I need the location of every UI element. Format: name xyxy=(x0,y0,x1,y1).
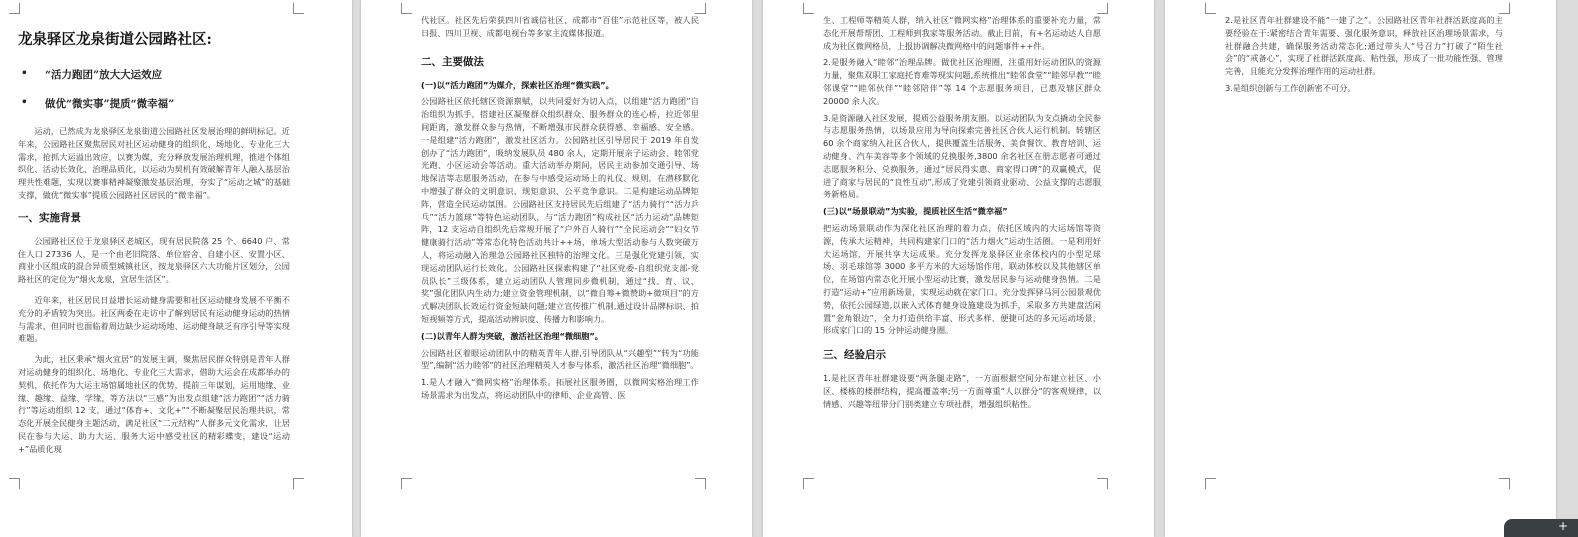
paragraph: 1.是人才融入“微网实格”治理体系。拓展社区服务圈，以微网实格治理工作场景需求为出发点，将运动团队中的律师、企业高管、医 xyxy=(421,377,699,400)
paragraph: 把运动场景联动作为深化社区治理的着力点，依托区域内的大运场馆等资源，传承大运精神，共同构建家门口的“活力烟火”运动生活圈。一是利用好大运场馆，开展共享大运成果。充分发挥龙泉驿区业余体校内的小型足球场、羽毛球馆等 3000 多平方米的大运场馆作用，联动体校以及其他辖区单位，在场馆内常态化开展小型运动比赛，激发居民参与运动健身热情。二是打造“运动+”应用新场景，实现运动就在家门口。充分发挥驿马河公园景观优势，依托公园绿道,以嵌入式体育健身设施建设为抓手，采取多方共建盘活闲置“金角银边”，全力打造供给丰富、形式多样、便捷可达的多元运动场景，形成家门口的 15 分钟运动健身圈。 xyxy=(823,222,1101,336)
document-page-3 xyxy=(763,0,1154,537)
sub-heading: (三)以“场景联动”为实验，提质社区生活“微幸福” xyxy=(823,206,1008,217)
page-content[interactable] xyxy=(823,14,1101,415)
crop-mark xyxy=(401,478,412,489)
crop-mark xyxy=(695,3,706,14)
crop-mark xyxy=(803,478,814,489)
paragraph: 公园路社区依托辖区资源禀赋，以共同爱好为切入点，以组建“活力跑团”自治组织为抓手，搭建社区凝聚群众组织群众、服务群众的连心桥，拉近邻里间距离，激发群众参与热情，不断增强市民群众获得感、幸福感、安全感。一是组建“活力跑团”，激发社区活力。公园路社区引导居民于 2019 年自发创办了“活力跑团”，吸纳发展队员 480 余人，定期开展亲子运动会、睦邻党光跑、小区运动会等活动。重大活动举办期间，居民主动参加交通引导、场地保洁等志愿服务活动，在参与中感受运动场上的礼仪、规则，在潜移默化中增强了群众的文明意识、规矩意识、公平竞争意识。二是构建运动品牌矩阵，营造全民运动氛围。公园路社区支持居民先后组建了“活力骑行”“活力乒乓”“活力篮球”等特色运动团队，与“活力跑团”构成社区“活力运动”品牌矩阵，12 支运动自组织先后常规开展了“户外百人骑行”“全民运动会”“妇女节健康骑行活动”等常态化特色活动共计++场，单场大型活动参与人数突破万人，将运动融入治理急公园路社区独特的治理文化。三是强化党建引领，实现运动团队运行长效化。公园路社区探索构建了“社区党委-自组织党支部-党员队长”三级体系，建立运动团队人管理同步微机制，通过“找、育、议、奖”强化团队内生动力;建立资金管理机制，以“微自筹+微赞助+微项目”的方式解决团队长效运行资金短缺问题;建立宣传推广机制,通过设计品牌标识、拍短视频等方式，提高活动辨识度、传播力和影响力。 xyxy=(421,96,699,324)
paragraph: 生、工程师等精英人群，纳入社区“微网实格”治理体系的重要补充力量，常态化开展帮帮团、工程师到我家等服务活动。截止目前，有+名运动达人自愿成为社区微网格员，上报协调解决微网格中的问题事件++件。 xyxy=(823,15,1101,51)
crop-mark xyxy=(9,3,20,14)
page-content[interactable] xyxy=(18,28,290,464)
bullet-item: • “活力跑团”放大大运效应 xyxy=(21,67,163,81)
crop-mark xyxy=(695,478,706,489)
floating-toolbar-button[interactable] xyxy=(1504,519,1578,537)
paragraph: 运动，已然成为龙泉驿区龙泉街道公园路社区发展治理的鲜明标记。近年来，公园路社区聚焦居民对社区运动健身的组织化、场地化、专业化三大需求，抢抓大运溢出效应，以赛为媒，充分释放发展治理机理，推进个体组织化、活动长效化、治理品质化，以运动为契机有效破解青年人融入基层治理共性难题，实现以赛事精神凝聚激发基层治理，夯实了“运动之城”的基础支撑，做优“微实事”提质公园路社区居民的“微幸福”。 xyxy=(18,126,290,200)
crop-mark xyxy=(803,3,814,14)
paragraph: 公园路社区着眼运动团队中的精英青年人群,引导团队从“兴趣型”“转为“功能型”,编制“活力睦邻”的社区治理精英人才参与体系，激活社区治理“微细胞”。 xyxy=(421,347,699,371)
crop-mark xyxy=(293,478,304,489)
page-content[interactable] xyxy=(421,14,699,406)
document-page-2 xyxy=(361,0,752,537)
paragraph: 近年来，社区居民日益增长运动健身需要和社区运动健身发展不平衡不充分的矛盾较为突出。社区两委在走访中了解到居民有运动健身运动的热情与需求，但同时也面临着周边缺少运动场地、运动健身缺乏有序引导等实现难题。 xyxy=(18,294,290,344)
crop-mark xyxy=(1499,478,1510,489)
crop-mark xyxy=(401,3,412,14)
section-heading: 三、经验启示 xyxy=(823,349,886,362)
sub-heading: (二)以青年人群为突破，激活社区治理“微细胞”。 xyxy=(421,330,603,341)
paragraph: 为此，社区秉承“烟火宜居”的发展主调，聚焦居民群众特别是青年人群对运动健身的组织化、场地化、专业化三大需求，借助大运会在成都举办的契机，依托作为大运主场馆属地社区的优势，提前三年谋划，运用地缘、业缘、趣缘、益缘、学缘，等方法以“三感”为出发点组建“活力跑团”“活力骑行”等运动组织 12 支，通过“体育+、文化+”“不断凝聚居民治理共识，常态化开展全民健身主题活动，满足社区“二元结构”人群多元文化需求，让居民在参与大运、助力大运、服务大运中感受社区的精彩蝶变，建设“运动+”品质化现 xyxy=(18,354,290,454)
paragraph: 3.是组织创新与工作创新密不可分。 xyxy=(1225,82,1356,93)
section-heading: 二、主要做法 xyxy=(421,55,484,68)
paragraph: 公园路社区位于龙泉驿区老城区，现有居民院落 25 个、6640 户、常住人口 27336 人，是一个由老旧院落、单位宿舍、自建小区、安置小区、商业小区组成的混合异质型城镇社区，按龙泉驿区六大功能片区划分，公园路社区的定位为“烟火龙泉，宜居生活区”。 xyxy=(18,235,290,285)
crop-mark xyxy=(293,3,304,14)
crop-mark xyxy=(1205,478,1216,489)
paragraph: 1.是社区青年社群建设要“两条腿走路”，一方面根据空间分布建立社区、小区、楼栋的楼群结构，提高覆盖率;另一方面尊重“人以群分”的客观规律，以情感、兴趣等纽带分门别类建立专项社群，增强组织粘性。 xyxy=(823,373,1101,409)
bullet-item: • 做优“微实事”提质“微幸福” xyxy=(21,96,175,110)
sub-heading: (一)以“活力跑团”为媒介，探索社区治理“微实践”。 xyxy=(421,79,614,90)
document-page-4 xyxy=(1165,0,1556,537)
paragraph: 2.是社区青年社群建设不能“一建了之”。公园路社区青年社群活跃度高的主要经验在于:紧密结合青年需要、强化服务意识，释放社区治理场景需求，与社群融合共建，确保服务活动常态化;通过带头人“号召力”打破了“陌生社会”的“戒备心”，实现了社群活跃度高、粘性强，形成了一批功能性强、管理完善，且能充分发挥治理作用的运动社群。 xyxy=(1225,15,1503,77)
paragraph: 2.是服务融入“睦邻”治理品牌。做优社区治理圈，注重用好运动团队的资源力量，聚焦双职工家庭托育难等现实问题,系统推出“睦邻食堂”“睦邻早教”“睦邻课堂”“睦邻伙伴”“睦邻陪伴”等 14 个志愿服务项目，已惠及辖区群众 20000 余人次。 xyxy=(823,57,1101,106)
plus-icon: + xyxy=(1557,519,1568,533)
crop-mark xyxy=(1499,3,1510,14)
page-content[interactable] xyxy=(1225,14,1503,99)
crop-mark xyxy=(1097,478,1108,489)
section-heading: 一、实施背景 xyxy=(18,211,81,224)
document-page-1 xyxy=(0,0,352,537)
crop-mark xyxy=(1097,3,1108,14)
paragraph: 代社区。社区先后荣获四川省诚信社区、成都市“百佳”示范社区等，被人民日报、四川卫视、成都电视台等多家主流媒体报道。 xyxy=(421,15,699,38)
document-title: 龙泉驿区龙泉街道公园路社区: xyxy=(18,31,212,48)
crop-mark xyxy=(1205,3,1216,14)
crop-mark xyxy=(9,478,20,489)
paragraph: 3.是资源融入社区发展，提质公益服务朋友圈。以运动团队为支点撬动全民参与志愿服务热情，以场景应用为导向探索完善社区合伙人运行机制。转辖区 60 余个商家纳入社区合伙人，提供覆盖生活服务、美食餐饮、教育培训、运动健身、汽车美容等多个领域的兑换服务,3800 余名社区在册志愿者可通过志愿服务积分、兑换服务，通过“居民得实惠、商家得口碑”的双赢模式，促进了商家与居民的“良性互动”,形成了党建引领商业驱动、公益支撑的志愿服务新格局。 xyxy=(823,112,1102,200)
